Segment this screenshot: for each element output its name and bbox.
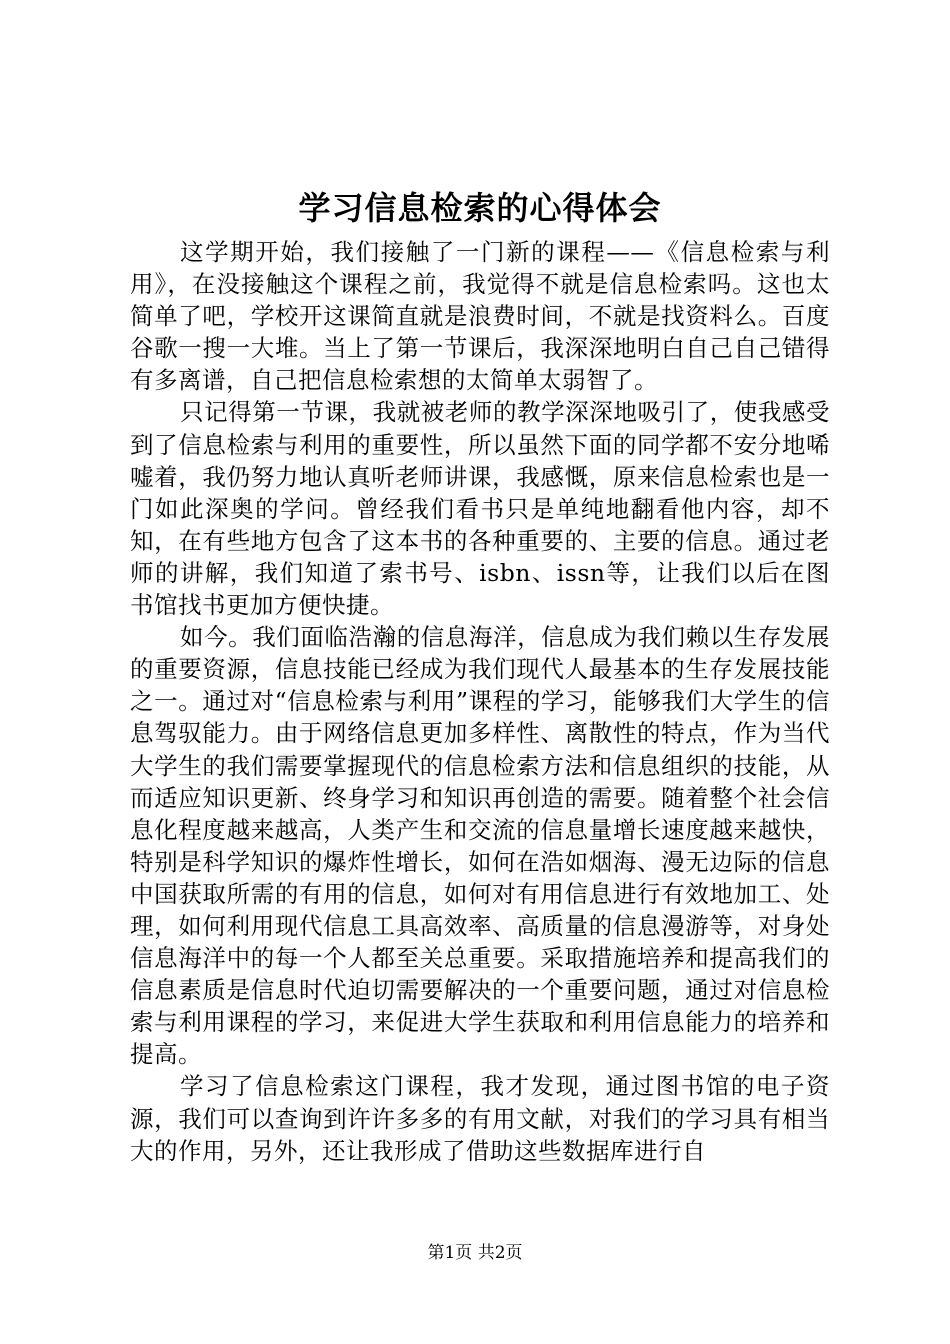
page-footer [0, 1242, 950, 1264]
paragraph-3: 如今。我们面临浩瀚的信息海洋，信息成为我们赖以生存发展的重要资源，信息技能已经成为我们现代人最基本的生存发展技能之一。通过对“信息检索与利用”课程的学习，能够我们大学生的信息驾驭能力。由于网络信息更加多样性、离散性的特点，作为当代大学生的我们需要掌握现代的信息检索方法和信息组织的技能，从而适应知识更新、终身学习和知识再创造的需要。随着整个社会信息化程度越来越高，人类产生和交流的信息量增长速度越来越快，特别是科学知识的爆炸性增长，如何在浩如烟海、漫无边际的信息中国获取所需的有用的信息，如何对有用信息进行有效地加工、处理，如何利用现代信息工具高效率、高质量的信息漫游等，对身处信息海洋中的每一个人都至关总重要。采取措施培养和提高我们的信息素质是信息时代迫切需要解决的一个重要问题，通过对信息检索与利用课程的学习，来促进大学生获取和利用信息能力的培养和提高。 [130, 623, 830, 1069]
document-title: 学习信息检索的心得体会 [298, 189, 662, 227]
paragraph-4: 学习了信息检索这门课程，我才发现，通过图书馆的电子资源，我们可以查询到许许多多的有用文献，对我们的学习具有相当大的作用，另外，还让我形成了借助这些数据库进行自 [130, 1072, 830, 1165]
page-number: 第1页 共2页 [427, 1243, 523, 1263]
document-body [130, 236, 830, 1167]
paragraph-1: 这学期开始，我们接触了一门新的课程——《信息检索与利用》，在没接触这个课程之前，我觉得不就是信息检索吗。这也太简单了吧，学校开这课简直就是浪费时间，不就是找资料么。百度谷歌一搜一大堆。当上了第一节课后，我深深地明白自己自己错得有多离谱，自己把信息检索想的太简单太弱智了。 [130, 238, 830, 395]
paragraph-2: 只记得第一节课，我就被老师的教学深深地吸引了，使我感受到了信息检索与利用的重要性，所以虽然下面的同学都不安分地唏嘘着，我仍努力地认真听老师讲课，我感慨，原来信息检索也是一门如此深奥的学问。曾经我们看书只是单纯地翻看他内容，却不知，在有些地方包含了这本书的各种重要的、主要的信息。通过老师的讲解，我们知道了索书号、isbn、issn等，让我们以后在图书馆找书更加方便快捷。 [130, 398, 830, 620]
